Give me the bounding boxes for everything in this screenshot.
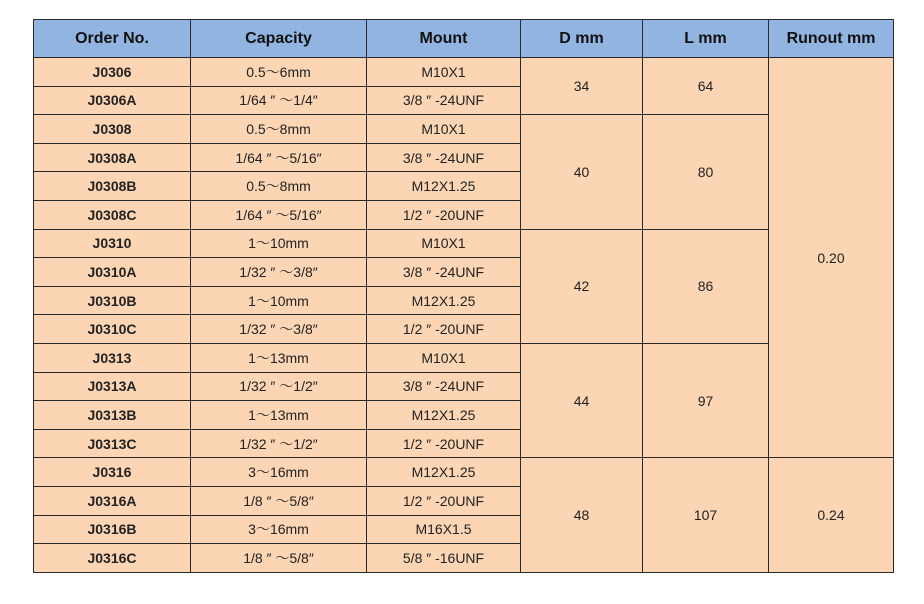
mount-cell: M10X1 — [367, 58, 521, 87]
capacity-cell: 1/8 ″ ～5/8″ — [191, 486, 367, 515]
order-no-cell: J0310 — [34, 229, 191, 258]
mount-cell: 3/8 ″ -24UNF — [367, 86, 521, 115]
capacity-cell: 1/32 ″ ～1/2″ — [191, 429, 367, 458]
order-no-cell: J0308A — [34, 143, 191, 172]
capacity-cell: 1/32 ″ ～3/8″ — [191, 258, 367, 287]
order-no-cell: J0308B — [34, 172, 191, 201]
mount-cell: 5/8 ″ -16UNF — [367, 544, 521, 573]
header-runout-mm: Runout mm — [769, 20, 894, 58]
capacity-cell: 1～10mm — [191, 229, 367, 258]
header-order-no: Order No. — [34, 20, 191, 58]
order-no-cell: J0306 — [34, 58, 191, 87]
capacity-cell: 0.5～6mm — [191, 58, 367, 87]
order-no-cell: J0310A — [34, 258, 191, 287]
mount-cell: 3/8 ″ -24UNF — [367, 143, 521, 172]
runout-cell: 0.20 — [769, 58, 894, 458]
l-mm-cell: 80 — [643, 115, 769, 229]
order-no-cell: J0313B — [34, 401, 191, 430]
runout-cell: 0.24 — [769, 458, 894, 572]
capacity-cell: 1/64 ″ ～1/4″ — [191, 86, 367, 115]
table-row — [34, 115, 894, 144]
order-no-cell: J0313 — [34, 343, 191, 372]
d-mm-cell: 48 — [521, 458, 643, 572]
capacity-cell: 1～13mm — [191, 343, 367, 372]
l-mm-cell: 64 — [643, 58, 769, 115]
header-row — [34, 20, 894, 58]
table-row — [34, 458, 894, 487]
d-mm-cell: 34 — [521, 58, 643, 115]
order-no-cell: J0316A — [34, 486, 191, 515]
mount-cell: M12X1.25 — [367, 401, 521, 430]
order-no-cell: J0316B — [34, 515, 191, 544]
table-row — [34, 58, 894, 87]
capacity-cell: 1/64 ″ ～5/16″ — [191, 143, 367, 172]
spec-table — [33, 19, 894, 573]
mount-cell: M10X1 — [367, 343, 521, 372]
l-mm-cell: 107 — [643, 458, 769, 572]
header-capacity: Capacity — [191, 20, 367, 58]
order-no-cell: J0316 — [34, 458, 191, 487]
l-mm-cell: 86 — [643, 229, 769, 343]
order-no-cell: J0310C — [34, 315, 191, 344]
capacity-cell: 1/8 ″ ～5/8″ — [191, 544, 367, 573]
table-row — [34, 229, 894, 258]
capacity-cell: 0.5～8mm — [191, 115, 367, 144]
mount-cell: M12X1.25 — [367, 172, 521, 201]
capacity-cell: 3～16mm — [191, 515, 367, 544]
mount-cell: M10X1 — [367, 229, 521, 258]
mount-cell: 1/2 ″ -20UNF — [367, 429, 521, 458]
order-no-cell: J0308C — [34, 200, 191, 229]
capacity-cell: 3～16mm — [191, 458, 367, 487]
header-l-mm: L mm — [643, 20, 769, 58]
d-mm-cell: 44 — [521, 343, 643, 457]
d-mm-cell: 40 — [521, 115, 643, 229]
mount-cell: M10X1 — [367, 115, 521, 144]
capacity-cell: 0.5～8mm — [191, 172, 367, 201]
d-mm-cell: 42 — [521, 229, 643, 343]
table-row — [34, 343, 894, 372]
mount-cell: M12X1.25 — [367, 286, 521, 315]
mount-cell: M12X1.25 — [367, 458, 521, 487]
mount-cell: M16X1.5 — [367, 515, 521, 544]
capacity-cell: 1～13mm — [191, 401, 367, 430]
mount-cell: 1/2 ″ -20UNF — [367, 315, 521, 344]
order-no-cell: J0313A — [34, 372, 191, 401]
order-no-cell: J0308 — [34, 115, 191, 144]
header-d-mm: D mm — [521, 20, 643, 58]
mount-cell: 1/2 ″ -20UNF — [367, 200, 521, 229]
order-no-cell: J0306A — [34, 86, 191, 115]
capacity-cell: 1～10mm — [191, 286, 367, 315]
mount-cell: 3/8 ″ -24UNF — [367, 258, 521, 287]
capacity-cell: 1/32 ″ ～3/8″ — [191, 315, 367, 344]
header-mount: Mount — [367, 20, 521, 58]
table-body — [34, 58, 894, 573]
capacity-cell: 1/32 ″ ～1/2″ — [191, 372, 367, 401]
mount-cell: 3/8 ″ -24UNF — [367, 372, 521, 401]
order-no-cell: J0313C — [34, 429, 191, 458]
capacity-cell: 1/64 ″ ～5/16″ — [191, 200, 367, 229]
mount-cell: 1/2 ″ -20UNF — [367, 486, 521, 515]
order-no-cell: J0310B — [34, 286, 191, 315]
order-no-cell: J0316C — [34, 544, 191, 573]
l-mm-cell: 97 — [643, 343, 769, 457]
